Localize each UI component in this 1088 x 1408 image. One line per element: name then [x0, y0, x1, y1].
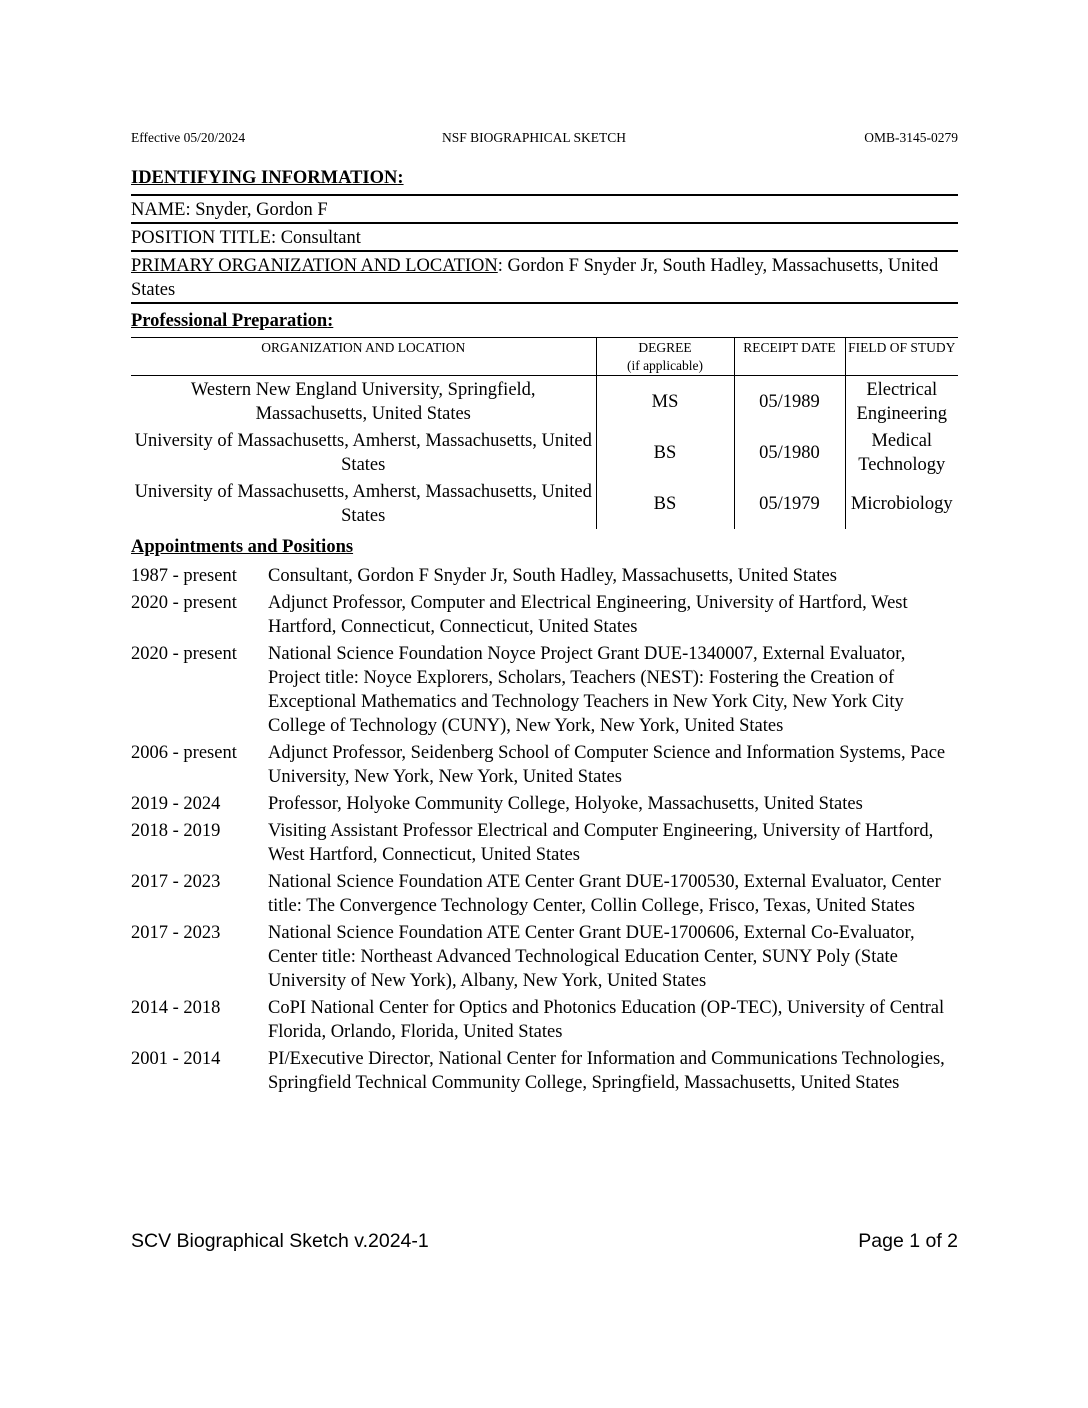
appointment-years: 2001 - 2014: [131, 1049, 221, 1069]
appointment-years: 2020 - present: [131, 644, 237, 664]
position-value: : Consultant: [270, 228, 361, 248]
omb-number: OMB-3145-0279: [864, 130, 958, 145]
position-row: [131, 226, 958, 250]
effective-date: Effective 05/20/2024: [131, 130, 246, 145]
list-item: [131, 870, 961, 918]
preparation-table: [131, 337, 958, 529]
appointment-text: Consultant, Gordon F Snyder Jr, South Hadley, Massachusetts, United States: [268, 566, 837, 586]
appointment-text: National Science Foundation Noyce Project Grant DUE-1340007, External Evaluator, Project title: Noyce Explorers, Scholars, Teachers (NEST): Fostering the Creation of Exceptional Mathematics and Technology Teachers in New York City, New York City College of Technology (CUNY), New York, New York, United States: [268, 644, 906, 736]
appointment-text: PI/Executive Director, National Center for Information and Communications Technologies, Springfield Technical Community College, Springfield, Massachusetts, United States: [268, 1049, 945, 1093]
list-item: [131, 996, 961, 1044]
organization-value: : Gordon F Snyder Jr, South Hadley, Massachusetts, United States: [131, 256, 939, 300]
form-title: NSF BIOGRAPHICAL SKETCH: [442, 130, 627, 145]
name-row: [131, 198, 958, 222]
appointment-text: National Science Foundation ATE Center Grant DUE-1700530, External Evaluator, Center title: The Convergence Technology Center, Collin College, Frisco, Texas, United States: [268, 872, 941, 916]
cell-organization: University of Massachusetts, Amherst, Massachusetts, United States: [134, 481, 592, 526]
page-header: [131, 130, 958, 148]
cell-degree: BS: [596, 478, 734, 529]
list-item: [131, 591, 961, 639]
page-number: Page 1 of 2: [858, 1230, 958, 1252]
list-item: [131, 1047, 961, 1095]
appointment-years: 2006 - present: [131, 743, 237, 763]
cell-receipt-date: 05/1980: [734, 427, 845, 478]
cell-degree: BS: [596, 427, 734, 478]
cell-field: Microbiology: [845, 478, 958, 529]
table-row: [131, 427, 958, 478]
cell-receipt-date: 05/1989: [734, 376, 845, 428]
cell-organization: Western New England University, Springfield, Massachusetts, United States: [190, 379, 536, 424]
column-header-organization: ORGANIZATION AND LOCATION: [131, 338, 596, 376]
appointment-years: 2019 - 2024: [131, 794, 221, 814]
name-label: NAME: [131, 200, 186, 220]
identifying-section-title: IDENTIFYING INFORMATION:: [131, 168, 404, 188]
appointment-years: 1987 - present: [131, 566, 237, 586]
appointment-text: CoPI National Center for Optics and Photonics Education (OP-TEC), University of Central Florida, Orlando, Florida, United States: [268, 998, 945, 1042]
divider: [131, 302, 958, 304]
column-header-receipt-date: RECEIPT DATE: [734, 338, 845, 376]
organization-label: PRIMARY ORGANIZATION AND LOCATION: [131, 256, 498, 276]
appointment-years: 2018 - 2019: [131, 821, 221, 841]
list-item: [131, 642, 961, 738]
cell-receipt-date: 05/1979: [734, 478, 845, 529]
table-header-row: [131, 338, 958, 376]
column-header-field: FIELD OF STUDY: [845, 338, 958, 376]
appointment-years: 2020 - present: [131, 593, 237, 613]
appointment-years: 2017 - 2023: [131, 872, 221, 892]
appointment-text: Adjunct Professor, Computer and Electrical Engineering, University of Hartford, West Hartford, Connecticut, Connecticut, United States: [268, 593, 908, 637]
divider: [131, 194, 958, 196]
name-value: : Snyder, Gordon F: [185, 200, 328, 220]
organization-row: [131, 254, 958, 302]
appointments-list: [131, 564, 961, 1098]
column-header-degree: DEGREE (if applicable): [596, 338, 734, 376]
appointment-text: National Science Foundation ATE Center Grant DUE-1700606, External Co-Evaluator, Center title: Northeast Advanced Technological Education Center, SUNY Poly (State University of New York), Albany, New York, United States: [268, 923, 915, 991]
cell-organization: University of Massachusetts, Amherst, Massachusetts, United States: [134, 430, 592, 475]
appointments-section-title: Appointments and Positions: [131, 537, 354, 557]
appointment-text: Professor, Holyoke Community College, Holyoke, Massachusetts, United States: [268, 794, 863, 814]
table-row: [131, 478, 958, 529]
position-label: POSITION TITLE: [131, 228, 271, 248]
appointment-years: 2014 - 2018: [131, 998, 221, 1018]
list-item: [131, 741, 961, 789]
list-item: [131, 564, 961, 588]
list-item: [131, 921, 961, 993]
appointment-text: Adjunct Professor, Seidenberg School of Computer Science and Information Systems, Pace University, New York, New York, United States: [268, 743, 946, 787]
divider: [131, 222, 958, 224]
footer-version: SCV Biographical Sketch v.2024-1: [131, 1230, 429, 1252]
appointment-years: 2017 - 2023: [131, 923, 221, 943]
preparation-section-title: Professional Preparation:: [131, 311, 334, 331]
list-item: [131, 819, 961, 867]
list-item: [131, 792, 961, 816]
cell-degree: MS: [596, 376, 734, 428]
cell-field: Electrical Engineering: [845, 376, 958, 428]
table-row: [131, 376, 958, 428]
appointment-text: Visiting Assistant Professor Electrical and Computer Engineering, University of Hartford, West Hartford, Connecticut, United States: [268, 821, 934, 865]
cell-field: Medical Technology: [845, 427, 958, 478]
divider: [131, 250, 958, 252]
